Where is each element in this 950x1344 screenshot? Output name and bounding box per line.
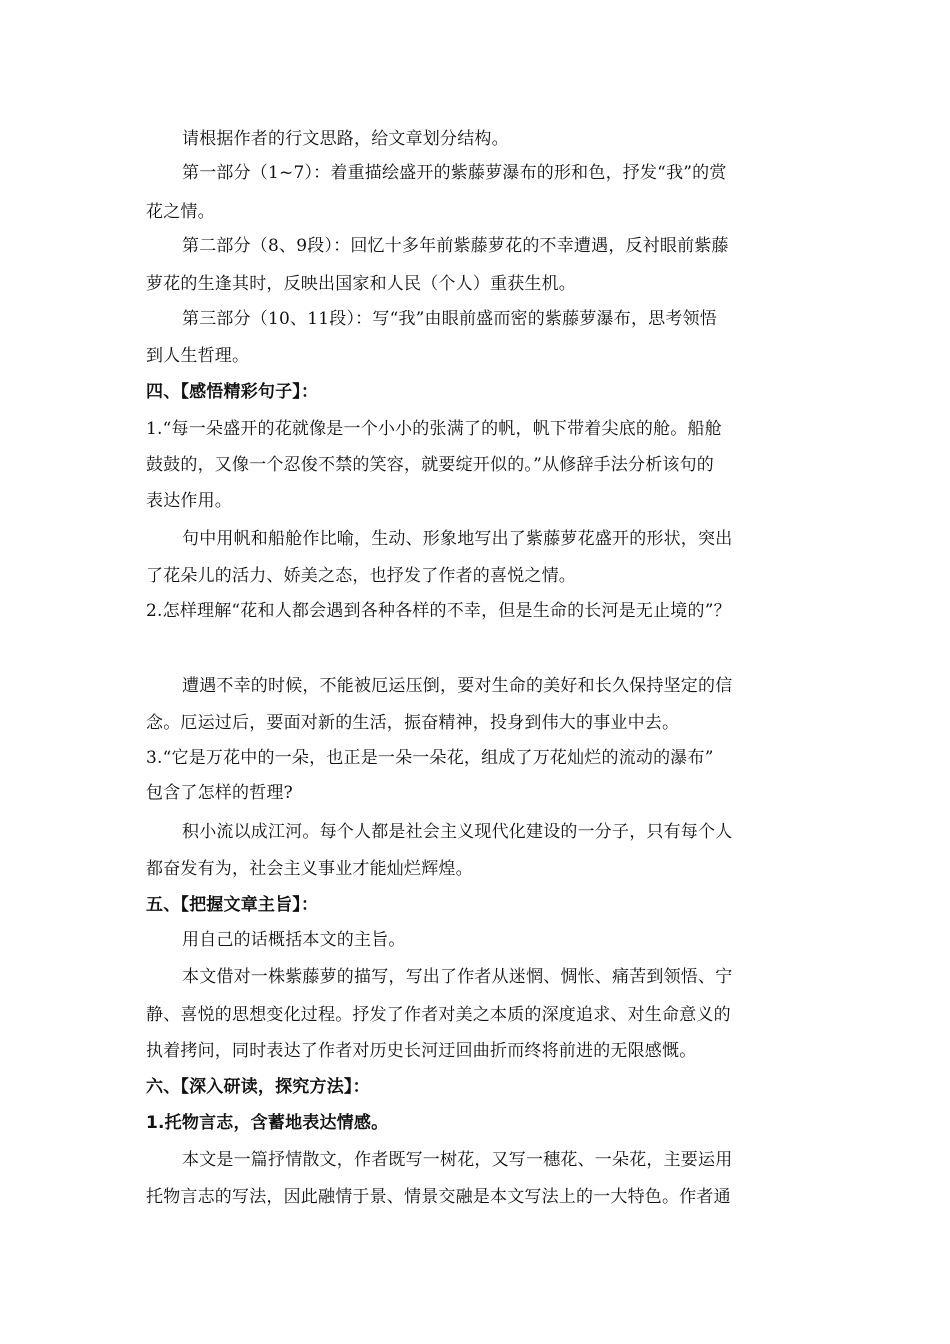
theme-line2: 静、喜悦的思想变化过程。抒发了作者对美之本质的深度追求、对生命意义的 [146, 1005, 731, 1025]
a3-line2: 都奋发有为，社会主义事业才能灿烂辉煌。 [146, 859, 473, 879]
theme-line3: 执着拷问，同时表达了作者对历史长河迂回曲折而终将前进的无限感慨。 [146, 1041, 697, 1061]
q2-line1: 2.怎样理解“花和人都会遇到各种各样的不幸，但是生命的长河是无止境的”？ [146, 601, 731, 621]
part3-line2: 到人生哲理。 [146, 346, 250, 366]
section6-heading: 六、【深入研读，探究方法】： [146, 1077, 370, 1097]
a1-line1: 句中用帆和船舱作比喻，生动、形象地写出了紫藤萝花盛开的形状，突出 [182, 529, 733, 549]
part2-line2: 萝花的生逢其时，反映出国家和人民（个人）重获生机。 [146, 274, 576, 294]
part1-line1: 第一部分（1~7）：着重描绘盛开的紫藤萝瀑布的形和色，抒发“我”的赏 [182, 163, 727, 183]
q1-line3: 表达作用。 [146, 491, 232, 511]
a2-line2: 念。厄运过后，要面对新的生活，振奋精神，投身到伟大的事业中去。 [146, 713, 680, 733]
theme-prompt: 用自己的话概括本文的主旨。 [182, 930, 406, 950]
q3-line1: 3.“它是万花中的一朵，也正是一朵一朵花，组成了万花灿烂的流动的瀑布” [146, 748, 714, 768]
a2-line1: 遭遇不幸的时候，不能被厄运压倒，要对生命的美好和长久保持坚定的信 [182, 676, 733, 696]
q1-line2: 鼓鼓的，又像一个忍俊不禁的笑容，就要绽开似的。”从修辞手法分析该句的 [146, 455, 714, 475]
section5-heading: 五、【把握文章主旨】： [146, 895, 319, 915]
theme-line1: 本文借对一株紫藤萝的描写，写出了作者从迷惘、惆怅、痛苦到领悟、宁 [182, 967, 733, 987]
a1-line2: 了花朵儿的活力、娇美之态，也抒发了作者的喜悦之情。 [146, 566, 576, 586]
section4-heading: 四、【感悟精彩句子】： [146, 382, 319, 402]
method-line2: 托物言志的写法，因此融情于景、情景交融是本文写法上的一大特色。作者通 [146, 1187, 731, 1207]
part1-line2: 花之情。 [146, 202, 215, 222]
q3-line2: 包含了怎样的哲理? [146, 783, 293, 803]
a3-line1: 积小流以成江河。每个人都是社会主义现代化建设的一分子，只有每个人 [182, 822, 733, 842]
method-line1: 本文是一篇抒情散文，作者既写一树花，又写一穗花、一朵花，主要运用 [182, 1150, 733, 1170]
part2-line1: 第二部分（8、9段）：回忆十多年前紫藤萝花的不幸遭遇，反衬眼前紫藤 [182, 236, 729, 256]
part3-line1: 第三部分（10、11段）：写“我”由眼前盛而密的紫藤萝瀑布，思考领悟 [182, 309, 717, 329]
structure-prompt: 请根据作者的行文思路，给文章划分结构。 [182, 129, 509, 149]
section6-subheading: 1.托物言志，含蓄地表达情感。 [146, 1113, 389, 1133]
q1-line1: 1.“每一朵盛开的花就像是一个小小的张满了的帆，帆下带着尖底的舱。船舱 [146, 419, 722, 439]
